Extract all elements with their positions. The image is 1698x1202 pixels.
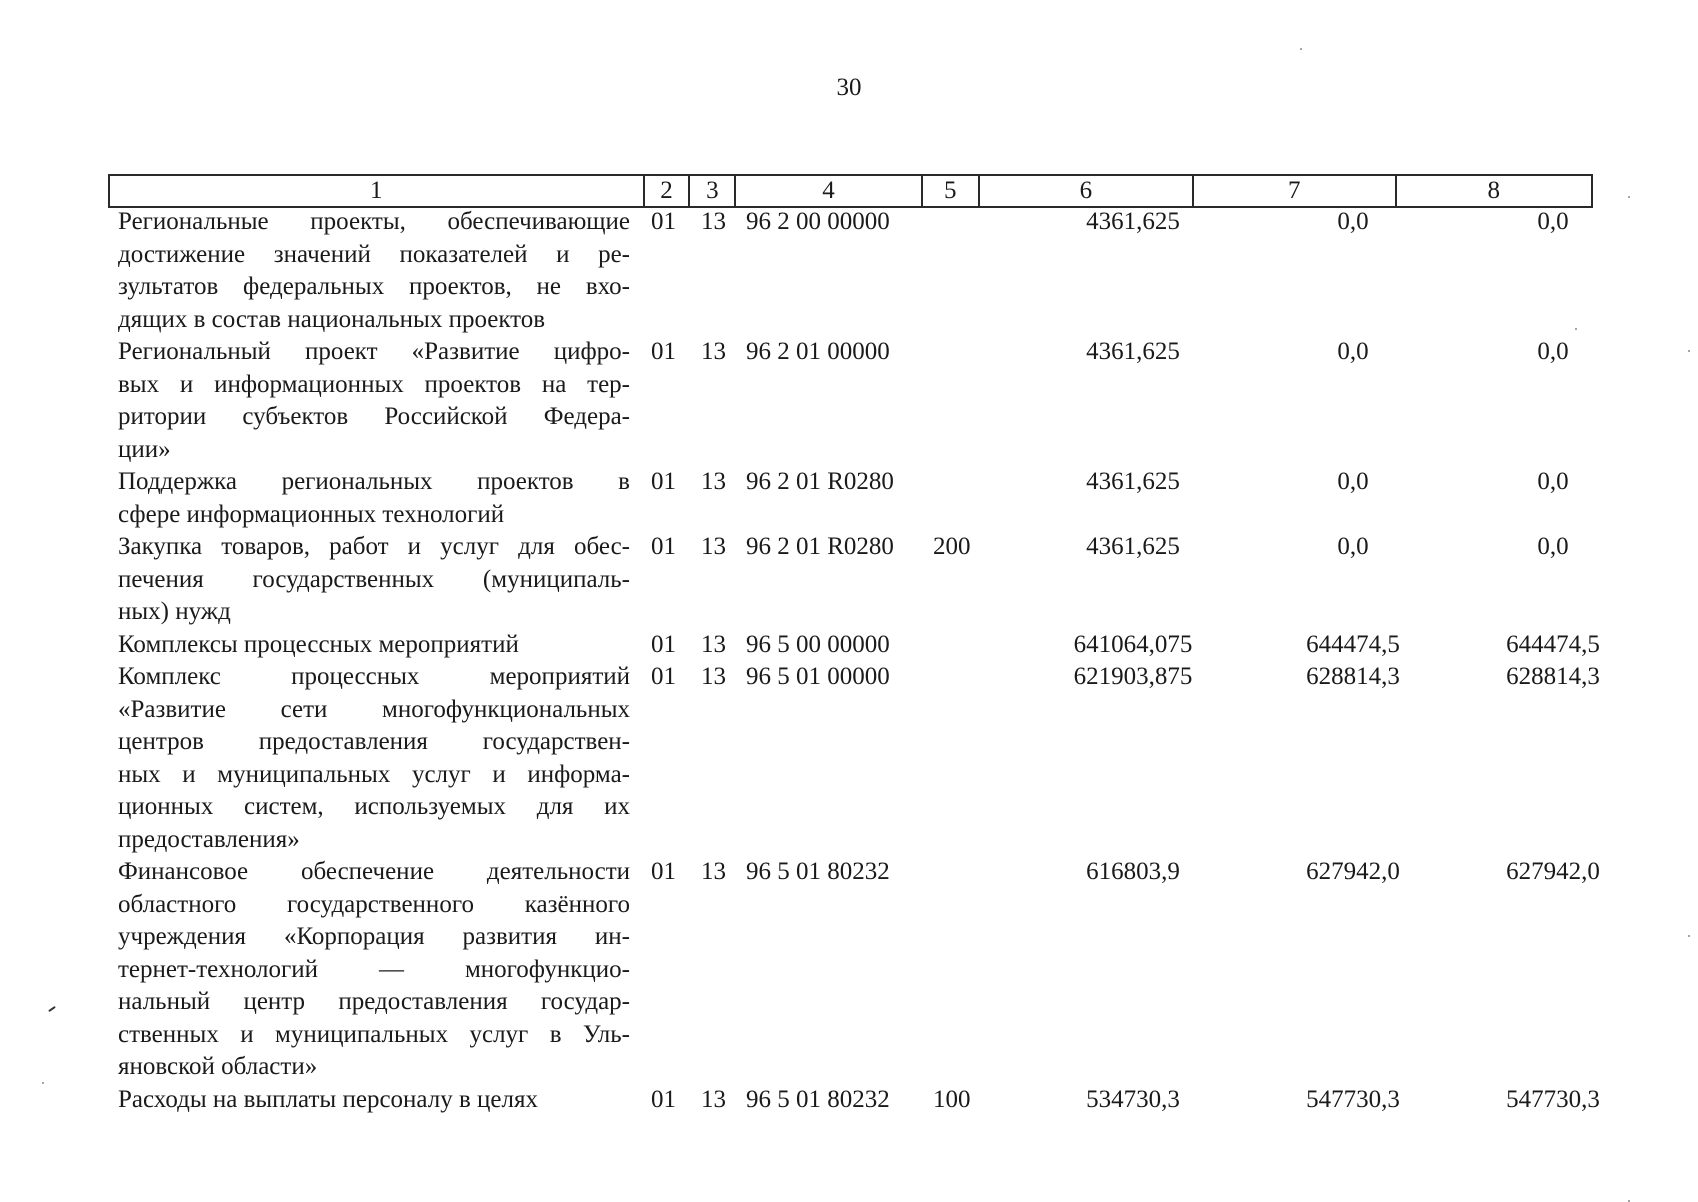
cell-col-7: 644474,5 [1306,630,1400,658]
cell-col-7: 0,0 [1337,533,1369,560]
table-body [118,206,1608,1116]
row-name-cell [118,531,630,629]
cell-col-7: 547730,3 [1306,1085,1400,1113]
cell-col-4: 96 2 01 00000 [746,338,890,365]
row-name-line: Комплексы процессных мероприятий [118,630,519,658]
row-name-line: вых и информационных проектов на тер- [118,370,630,398]
cell-col-8: 644474,5 [1506,630,1600,658]
row-name-line: ственных и муниципальных услуг в Уль- [118,1020,630,1048]
header-col-6: 6 [980,176,1194,206]
cell-col-7: 0,0 [1337,208,1369,235]
cell-col-8: 547730,3 [1506,1085,1600,1113]
row-name-line: Поддержка региональных проектов в [118,468,630,495]
table-row [118,336,1608,466]
cell-col-2: 01 [651,468,676,495]
row-name-line: сфере информационных технологий [118,500,505,528]
header-col-2: 2 [645,176,691,206]
cell-col-4: 96 5 01 80232 [746,1085,890,1113]
row-name-cell [118,661,630,856]
cell-col-2: 01 [651,663,676,690]
row-name-line: Финансовое обеспечение деятельности [118,858,630,885]
table-row [118,1084,1608,1117]
row-name-line: учреждения «Корпорация развития ин- [118,923,630,950]
header-col-4: 4 [736,176,923,206]
cell-col-2: 01 [651,208,676,235]
row-name-cell [118,206,630,336]
cell-col-6: 616803,9 [1086,858,1180,885]
cell-col-5: 100 [933,1085,971,1113]
cell-col-3: 13 [701,663,726,690]
cell-col-3: 13 [701,858,726,885]
row-name-line: ритории субъектов Российской Федера- [118,403,630,430]
row-name-line: яновской области» [118,1053,318,1080]
cell-col-4: 96 5 00 00000 [746,630,890,658]
page-number: 30 [836,74,862,101]
row-name-cell [118,466,630,531]
row-name-line: Региональный проект «Развитие цифро- [118,338,630,365]
table-row [118,629,1608,662]
cell-col-4: 96 2 00 00000 [746,208,890,235]
cell-col-3: 13 [701,1085,726,1113]
cell-col-7: 0,0 [1337,468,1369,495]
row-name-line: ных) нужд [118,598,231,625]
row-name-line: Закупка товаров, работ и услуг для обес- [118,533,630,560]
row-name-line: дящих в состав национальных проектов [118,305,546,333]
row-name-line: ции» [118,435,171,463]
header-col-1: 1 [110,176,645,206]
cell-col-6: 4361,625 [1086,533,1180,560]
row-name-line: ных и муниципальных услуг и информа- [118,760,630,788]
cell-col-6: 4361,625 [1086,208,1180,235]
table-row [118,856,1608,1084]
row-name-line: зультатов федеральных проектов, не вхо- [118,273,630,300]
cell-col-8: 0,0 [1537,533,1569,560]
cell-col-6: 4361,625 [1086,338,1180,365]
row-name-line: достижение значений показателей и ре- [118,240,630,268]
cell-col-4: 96 2 01 R0280 [746,533,894,560]
cell-col-5: 200 [933,533,971,560]
row-name-line: областного государственного казённого [118,890,630,918]
row-name-line: нальный центр предоставления государ- [118,988,630,1015]
header-col-7: 7 [1194,176,1396,206]
row-name-line: Комплекс процессных мероприятий [118,663,630,690]
cell-col-8: 628814,3 [1506,663,1600,690]
row-name-cell [118,1084,630,1117]
row-name-line: Расходы на выплаты персоналу в целях [118,1085,538,1113]
table-row [118,206,1608,336]
cell-col-6: 621903,875 [1073,663,1193,690]
cell-col-6: 4361,625 [1086,468,1180,495]
row-name-cell [118,856,630,1084]
cell-col-3: 13 [701,338,726,365]
cell-col-3: 13 [701,468,726,495]
row-name-line: «Развитие сети многофункциональных [118,695,630,723]
row-name-cell [118,629,630,662]
table-row [118,531,1608,629]
cell-col-3: 13 [701,533,726,560]
cell-col-4: 96 2 01 R0280 [746,468,894,495]
cell-col-7: 628814,3 [1306,663,1400,690]
row-name-line: предоставления» [118,825,300,853]
cell-col-7: 0,0 [1337,338,1369,365]
cell-col-2: 01 [651,630,676,658]
cell-col-8: 627942,0 [1506,858,1600,885]
cell-col-6: 534730,3 [1086,1085,1180,1113]
cell-col-8: 0,0 [1537,338,1569,365]
cell-col-2: 01 [651,338,676,365]
row-name-cell [118,336,630,466]
header-col-8: 8 [1487,177,1500,204]
cell-col-8: 0,0 [1537,468,1569,495]
table-row [118,661,1608,856]
row-name-line: ционных систем, используемых для их [118,793,630,820]
cell-col-8: 0,0 [1537,208,1569,235]
cell-col-3: 13 [701,208,726,235]
cell-col-7: 627942,0 [1306,858,1400,885]
header-col-3: 3 [690,176,736,206]
table-header [108,174,1593,208]
cell-col-4: 96 5 01 00000 [746,663,890,690]
cell-col-2: 01 [651,1085,676,1113]
row-name-line: центров предоставления государствен- [118,728,630,755]
row-name-line: Региональные проекты, обеспечивающие [118,208,630,235]
cell-col-4: 96 5 01 80232 [746,858,890,885]
cell-col-6: 641064,075 [1073,630,1193,658]
header-col-5: 5 [923,176,980,206]
row-name-line: печения государственных (муниципаль- [118,565,630,593]
cell-col-2: 01 [651,858,676,885]
table-row [118,466,1608,531]
row-name-line: тернет-технологий — многофункцио- [118,955,630,983]
cell-col-2: 01 [651,533,676,560]
cell-col-3: 13 [701,630,726,658]
